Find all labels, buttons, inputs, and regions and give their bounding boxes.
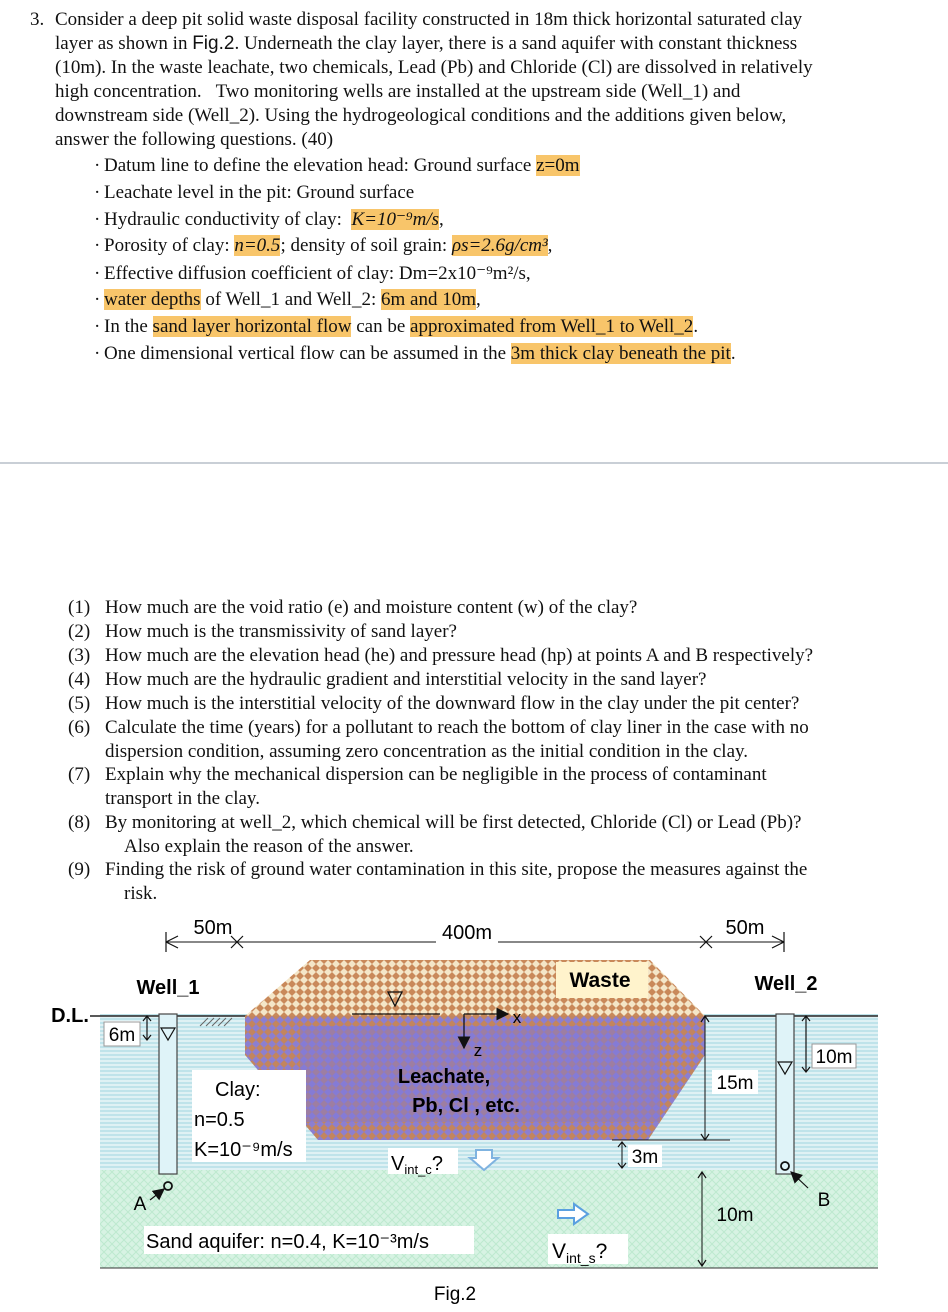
subquestion-text: How much are the elevation head (he) and pressure head (hp) at points A and B respectively? — [105, 645, 814, 666]
pit-depth-label: 15m — [716, 1073, 754, 1094]
condition-text-post-2: , — [475, 289, 481, 310]
question-line-3: (10m). In the waste leachate, two chemicals, Lead (Pb) and Chloride (Cl) are dissolved in relatively — [55, 57, 813, 78]
subquestion-number: (8) — [68, 812, 91, 833]
question-line-1: Consider a deep pit solid waste disposal facility constructed in 18m thick horizontal saturated clay — [55, 9, 803, 30]
subquestion-4 — [68, 669, 706, 691]
vint-s-symbol: V — [552, 1240, 567, 1263]
well-1-depth-label: 6m — [108, 1025, 136, 1046]
subquestion-7 — [68, 764, 767, 786]
condition-highlight: water depths — [104, 289, 201, 310]
subquestion-text: By monitoring at well_2, which chemical will be first detected, Chloride (Cl) or Lead (Pb)? — [105, 812, 802, 833]
question-line-2-rest: . Underneath the clay layer, there is a sand aquifer with constant thickness — [234, 33, 798, 54]
subquestion-text: Calculate the time (years) for a pollutant to reach the bottom of clay liner in the case with no — [105, 717, 809, 738]
condition-water-depths: · water depths of Well_1 and Well_2: 6m and 10m, — [94, 289, 481, 310]
condition-diffusion: · Effective diffusion coefficient of clay: Dm=2x10⁻⁹m²/s, — [94, 263, 531, 284]
x-axis-label: x — [512, 1008, 522, 1027]
section-divider — [0, 462, 948, 464]
dimension-left-label: 50m — [193, 917, 233, 939]
condition-text: Datum line to define the elevation head: Ground surface — [104, 155, 537, 176]
condition-highlight: z=0m — [536, 155, 580, 176]
waste-label: Waste — [569, 969, 631, 992]
condition-text-post: can be — [351, 316, 411, 337]
condition-text: Hydraulic conductivity of clay: — [104, 209, 352, 230]
condition-datum: · Datum line to define the elevation head: Ground surface z=0m — [94, 155, 580, 176]
condition-highlight: sand layer horizontal flow — [152, 316, 352, 337]
subquestion-6-cont: dispersion condition, assuming zero concentration as the initial condition in the clay. — [105, 741, 749, 762]
sand-aquifer-label: Sand aquifer: n=0.4, K=10⁻³m/s — [146, 1231, 429, 1253]
condition-hydraulic-conductivity: · Hydraulic conductivity of clay: K=10⁻⁹m/s, — [94, 209, 444, 230]
vint-c-question: ? — [431, 1153, 443, 1175]
leachate-label: Leachate, — [397, 1066, 491, 1088]
subquestion-5 — [68, 693, 799, 715]
condition-text: Leachate level in the pit: Ground surface — [104, 182, 415, 203]
sand-thickness-label: 10m — [716, 1205, 754, 1226]
condition-text: Effective diffusion coefficient of clay: Dm=2x10⁻⁹m²/s, — [104, 263, 531, 284]
vint-s-subscript: int_s — [566, 1250, 596, 1266]
vint-s-question: ? — [595, 1240, 608, 1263]
condition-text-post: ; density of soil grain: — [280, 235, 452, 256]
condition-text-post-2: , — [547, 235, 553, 256]
subquestion-2 — [68, 621, 457, 643]
condition-text: Porosity of clay: — [104, 235, 235, 256]
condition-text: In the — [104, 316, 153, 337]
clay-conductivity-label: K=10⁻⁹m/s — [194, 1139, 293, 1161]
subquestion-8-cont: Also explain the reason of the answer. — [124, 836, 414, 857]
subquestion-number: (6) — [68, 717, 91, 738]
well-2-casing — [776, 1014, 794, 1174]
question-line-2-text: layer as shown in — [55, 33, 188, 54]
condition-highlight-2: 6m and 10m — [380, 289, 476, 310]
clay-below-label: 3m — [631, 1147, 659, 1168]
subquestion-3 — [68, 645, 813, 667]
vint-c-subscript: int_c — [404, 1162, 432, 1177]
question-line-5: downstream side (Well_2). Using the hydrogeological conditions and the additions given below, — [55, 105, 787, 126]
well-2-label: Well_2 — [754, 973, 818, 995]
subquestion-1 — [68, 597, 637, 619]
subquestion-text: Finding the risk of ground water contamination in this site, propose the measures against the — [105, 859, 808, 880]
dimension-center-label: 400m — [441, 922, 493, 944]
question-line-6: answer the following questions. (40) — [55, 129, 334, 150]
leachate-chemicals-label: Pb, Cl , etc. — [412, 1095, 520, 1117]
condition-text-post-2: . — [693, 316, 699, 337]
clay-porosity-label: n=0.5 — [194, 1109, 245, 1131]
condition-highlight: K=10⁻⁹m/s — [351, 209, 439, 230]
well-2-depth-label: 10m — [815, 1047, 853, 1068]
condition-porosity: · Porosity of clay: n=0.5; density of soil grain: ρs=2.6g/cm³, — [94, 235, 553, 256]
subquestion-text: How much is the transmissivity of sand layer? — [105, 621, 457, 642]
condition-leachate-level: · Leachate level in the pit: Ground surface — [94, 182, 415, 203]
subquestion-9 — [68, 859, 807, 881]
point-a-label: A — [133, 1194, 147, 1215]
well-1-casing — [159, 1014, 177, 1174]
condition-highlight: 3m thick clay beneath the pit — [510, 343, 731, 364]
subquestion-number: (5) — [68, 693, 91, 714]
clay-label-title: Clay: — [215, 1079, 261, 1101]
condition-text-post: . — [730, 343, 736, 364]
vint-c-symbol: V — [391, 1153, 405, 1175]
condition-text-post: , — [439, 209, 444, 230]
subquestion-text: How much are the hydraulic gradient and interstitial velocity in the sand layer? — [105, 669, 707, 690]
subquestion-8 — [68, 812, 801, 834]
dimension-right-label: 50m — [725, 917, 765, 939]
subquestion-text: Explain why the mechanical dispersion can be negligible in the process of contaminant — [105, 764, 767, 785]
figure-reference: Fig.2 — [192, 33, 235, 54]
point-b-label: B — [817, 1190, 831, 1211]
subquestion-number: (2) — [68, 621, 91, 642]
subquestion-number: (9) — [68, 859, 91, 880]
subquestion-number: (3) — [68, 645, 91, 666]
condition-text: One dimensional vertical flow can be assumed in the — [104, 343, 511, 364]
question-number: 3. — [30, 9, 45, 30]
condition-text-post: of Well_1 and Well_2: — [200, 289, 381, 310]
question-line-4: high concentration. Two monitoring wells are installed at the upstream side (Well_1) and — [55, 81, 741, 102]
subquestion-number: (4) — [68, 669, 91, 690]
condition-highlight-2: approximated from Well_1 to Well_2 — [410, 316, 694, 337]
well-1-label: Well_1 — [136, 977, 200, 999]
condition-sand-flow: · In the sand layer horizontal flow can be approximated from Well_1 to Well_2. — [94, 316, 699, 337]
condition-highlight: n=0.5 — [234, 235, 281, 256]
subquestion-number: (1) — [68, 597, 91, 618]
datum-line-label: D.L. — [51, 1005, 89, 1027]
subquestion-text: How much is the interstitial velocity of the downward flow in the clay under the pit center? — [105, 693, 800, 714]
figure-2 — [0, 900, 948, 1312]
subquestion-9-cont: risk. — [124, 883, 158, 904]
subquestion-number: (7) — [68, 764, 91, 785]
z-axis-label: z — [473, 1041, 483, 1060]
question-line-2 — [55, 32, 797, 56]
subquestion-text: How much are the void ratio (e) and moisture content (w) of the clay? — [105, 597, 638, 618]
condition-vertical-flow: · One dimensional vertical flow can be assumed in the 3m thick clay beneath the pit. — [94, 343, 736, 364]
subquestion-7-cont: transport in the clay. — [105, 788, 260, 809]
figure-caption: Fig.2 — [433, 1284, 477, 1305]
subquestion-6 — [68, 717, 809, 739]
condition-highlight-2: ρs=2.6g/cm³ — [451, 235, 548, 256]
